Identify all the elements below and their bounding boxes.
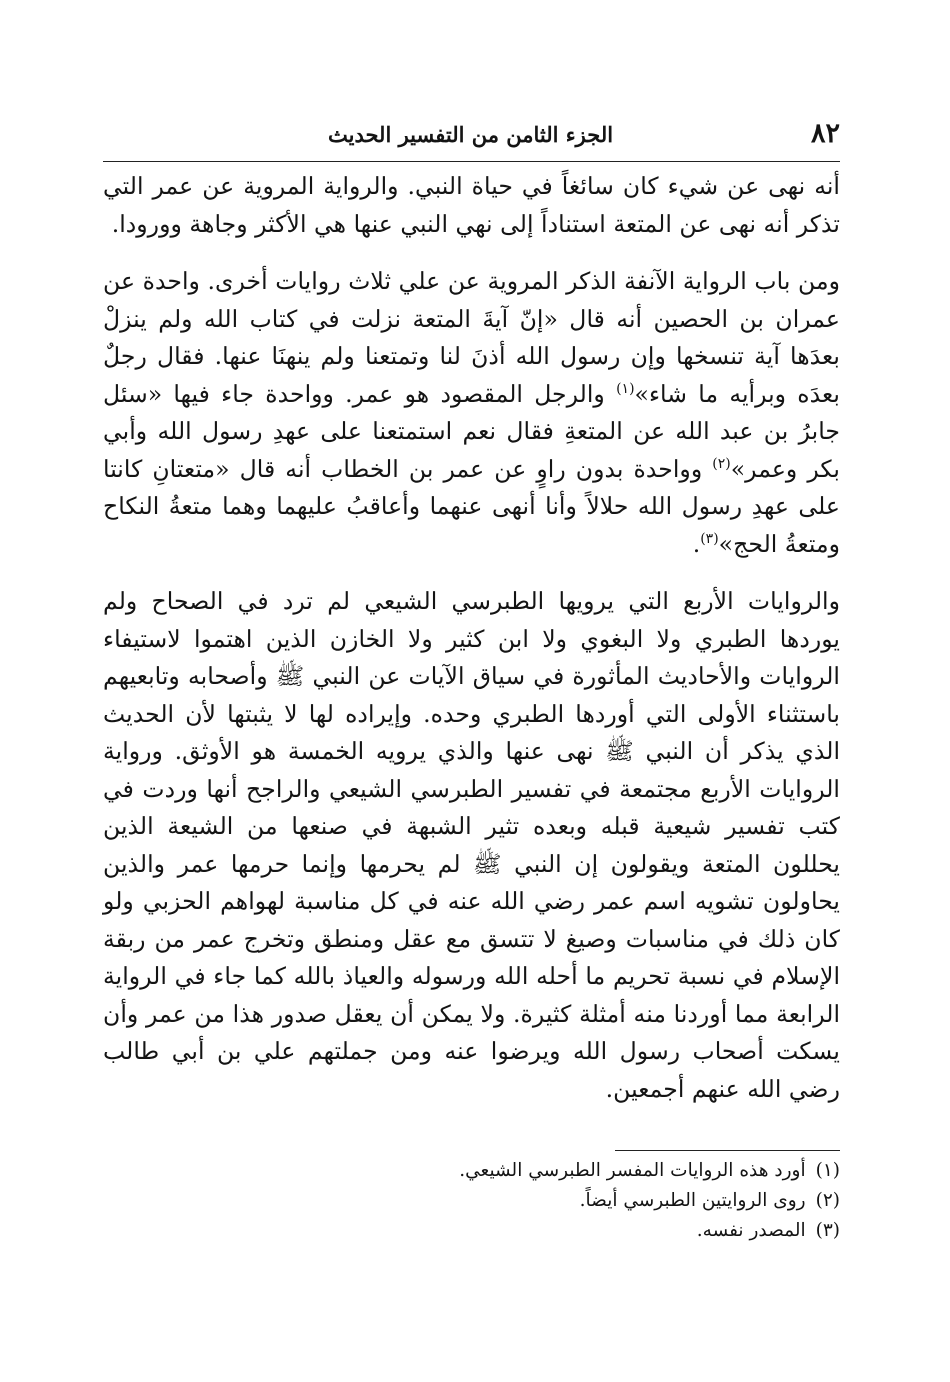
- header-divider: [103, 161, 840, 162]
- footnote-ref-1: (١): [616, 380, 635, 397]
- paragraph-text: أنه نهى عن شيء كان سائغاً في حياة النبي. والرواية المروية عن عمر التي تذكر أنه نهى عن المتعة استناداً إلى نهي النبي عنها هي الأكثر وجاهة وورودا.: [103, 172, 840, 238]
- page-header: [103, 118, 840, 149]
- footnote-1: [103, 1156, 840, 1186]
- paragraph-text: والرجل المقصود هو عمر. وواحدة جاء فيها «سئل جابرُ بن عبد الله عن المتعةِ فقال نعم استمتعنا على عهدِ رسول الله وأبي بكر وعمر»: [103, 379, 840, 483]
- paragraph-end: .: [692, 529, 701, 558]
- footnote-ref-3: (٣): [700, 530, 719, 547]
- footnote-mark: (١): [815, 1160, 840, 1181]
- paragraph-3: [103, 583, 840, 1108]
- paragraph-text: وواحدة بدون راوٍ عن عمر بن الخطاب أنه قال «متعتانِ كانتا على عهدِ رسول الله حلالاً وأنا أنهى عنهما وأعاقبُ عليهما وهما متعةُ النكاح ومتعةُ الحج»: [103, 454, 840, 558]
- paragraph-text: ومن باب الرواية الآنفة الذكر المروية عن علي ثلاث روايات أخرى. واحدة عن عمران بن الحصين أنه قال «إنّ آيةَ المتعة نزلت في كتاب الله ولم ينزلْ بعدَها آية تنسخها وإن رسول الله أذنَ لنا وتمتعنا ولم ينهنَا عنها. فقال رجلٌ بعدَه وبرأيه ما شاء»: [103, 267, 840, 408]
- footnote-text: المصدر نفسه.: [696, 1220, 806, 1241]
- footnote-divider: [615, 1150, 840, 1151]
- main-text: [103, 168, 840, 1108]
- footnote-mark: (٣): [815, 1220, 840, 1241]
- running-title: الجزء الثامن من التفسير الحديث: [328, 122, 614, 147]
- footnote-ref-2: (٢): [712, 455, 731, 472]
- footnote-text: أورد هذه الروايات المفسر الطبرسي الشيعي.: [459, 1160, 806, 1181]
- footnote-3: [103, 1216, 840, 1246]
- page-number: ٨٢: [810, 118, 840, 149]
- paragraph-2: [103, 263, 840, 563]
- footnotes: [103, 1156, 840, 1246]
- footnote-2: [103, 1186, 840, 1216]
- paragraph-text: والروايات الأربع التي يرويها الطبرسي الشيعي لم ترد في الصحاح ولم يوردها الطبري ولا البغوي ولا ابن كثير ولا الخازن الذين اهتموا لاستيفاء الروايات والأحاديث المأثورة في سياق الآيات عن النبي ﷺ وأصحابه وتابعيهم باستثناء الأولى التي أوردها الطبري وحده. وإيراده لها لا يثبتها لأن الحديث الذي يذكر أن النبي ﷺ نهى عنها والذي يرويه الخمسة هو الأوثق. ورواية الروايات الأربع مجتمعة في تفسير الطبرسي الشيعي والراجح أنها وردت في كتب تفسير شيعية قبله وبعده تثير الشبهة في صنعها من الشيعة الذين يحللون المتعة ويقولون إن النبي ﷺ لم يحرمها وإنما حرمها عمر والذين يحاولون تشويه اسم عمر رضي الله عنه في كل مناسبة لهواهم الحزبي ولو كان ذلك في مناسبات وصيغ لا تتسق مع عقل ومنطق وتخرج عمر من ربقة الإسلام في نسبة تحريم ما أحله الله ورسوله والعياذ بالله كما جاء في الرواية الرابعة مما أوردنا منه أمثلة كثيرة. ولا يمكن أن يعقل صدور هذا من عمر وأن يسكت أصحاب رسول الله ويرضوا عنه ومن جملتهم علي بن أبي طالب رضي الله عنهم أجمعين.: [103, 587, 840, 1103]
- footnote-text: روى الروايتين الطبرسي أيضاً.: [579, 1190, 806, 1211]
- footnote-mark: (٢): [815, 1190, 840, 1211]
- paragraph-1: [103, 168, 840, 243]
